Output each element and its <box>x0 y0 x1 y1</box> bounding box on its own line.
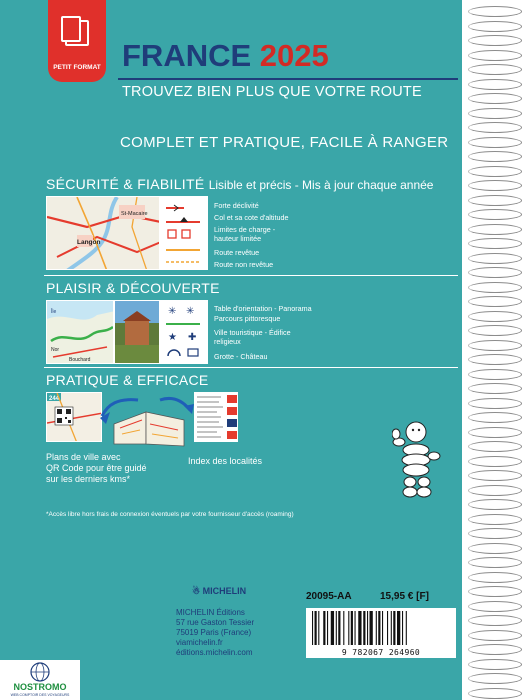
barcode-bar <box>382 611 383 645</box>
barcode-bar <box>363 611 365 645</box>
spiral-coil <box>468 50 522 61</box>
barcode-bar <box>406 611 407 645</box>
section-plaisir-title: PLAISIR & DÉCOUVERTE <box>46 280 220 296</box>
spiral-coil <box>468 514 522 525</box>
svg-text:★: ★ <box>168 332 177 343</box>
spiral-coil <box>468 572 522 583</box>
spiral-coil <box>468 93 522 104</box>
legend-route-non-revetue: Route non revêtue <box>214 260 274 269</box>
index-list-drawing <box>195 393 238 442</box>
city-plan-drawing <box>47 393 102 442</box>
spiral-coil <box>468 311 522 322</box>
spiral-coil <box>468 195 522 206</box>
globe-icon <box>0 660 80 684</box>
svg-text:✚: ✚ <box>188 332 197 343</box>
legend-col-altitude: Col et sa cote d'altitude <box>214 213 289 222</box>
map-label-bouchard: Bouchard <box>69 357 91 363</box>
spiral-coil <box>468 79 522 90</box>
legend-ville-touristique: Ville touristique - Édifice <box>214 328 291 337</box>
spiral-coil <box>468 21 522 32</box>
spiral-coil <box>468 122 522 133</box>
cover-subtitle: TROUVEZ BIEN PLUS QUE VOTRE ROUTE <box>122 84 422 100</box>
map-page-number: 244 <box>49 396 60 402</box>
nostromo-sticker <box>0 660 80 700</box>
map-label-langon: Langon <box>77 239 101 246</box>
spiral-coil <box>468 630 522 641</box>
plaisir-legend-symbols <box>160 300 208 364</box>
svg-text:✳: ✳ <box>168 306 177 317</box>
spiral-coil <box>468 383 522 394</box>
spiral-coil <box>468 137 522 148</box>
barcode-bar <box>387 611 388 645</box>
spiral-coil <box>468 209 522 220</box>
spiral-coil <box>468 151 522 162</box>
spiral-coil <box>468 340 522 351</box>
spiral-coil <box>468 238 522 249</box>
michelin-brand: MICHELIN <box>202 586 247 596</box>
spiral-coil <box>468 543 522 554</box>
barcode-bars <box>306 608 456 648</box>
map-label-nor: Nor <box>51 347 60 353</box>
section-divider <box>44 367 458 368</box>
section-securite-subtitle: Lisible et précis - Mis à jour chaque année <box>208 178 434 192</box>
spiral-coil <box>468 64 522 75</box>
title-country: FRANCE <box>122 38 252 73</box>
barcode-bar <box>355 611 356 645</box>
barcode-bar <box>351 611 353 645</box>
badge-label: PETIT FORMAT <box>53 64 101 71</box>
legend-route-revetue: Route revêtue <box>214 248 260 257</box>
spiral-coil <box>468 644 522 655</box>
nostromo-tagline: WEB COMPTOIR DES VOYAGEURS <box>10 693 70 697</box>
spiral-coil <box>468 224 522 235</box>
barcode-bar <box>327 611 328 645</box>
michelin-man-illustration <box>392 418 454 502</box>
section-pratique-title: PRATIQUE & EFFICACE <box>46 372 209 388</box>
barcode-bar <box>338 611 340 645</box>
barcode-bar <box>348 611 349 645</box>
securite-map-drawing <box>47 197 160 270</box>
address-line: viamichelin.fr <box>176 638 223 647</box>
product-reference: 20095-AA <box>306 591 352 602</box>
spiral-coil <box>468 369 522 380</box>
open-atlas-illustration <box>98 384 194 448</box>
barcode-bar <box>318 611 319 645</box>
barcode-bar <box>370 611 373 645</box>
barcode-bar <box>331 611 334 645</box>
title-year: 2025 <box>259 38 329 73</box>
section-divider <box>44 275 458 276</box>
barcode-bar <box>343 611 344 645</box>
spiral-coil <box>468 688 522 699</box>
barcode-number: 9 782067 264960 <box>341 648 421 657</box>
map-label-st-macaire: St-Macaire <box>121 211 148 217</box>
section-securite-title <box>46 176 433 192</box>
spiral-coil <box>468 485 522 496</box>
spiral-coil <box>468 180 522 191</box>
spiral-coil <box>468 282 522 293</box>
address-line: éditions.michelin.com <box>176 648 253 657</box>
index-localites-label: Index des localités <box>188 456 263 466</box>
spiral-coil <box>468 441 522 452</box>
spiral-coil <box>468 615 522 626</box>
address-line: 57 rue Gaston Tessier <box>176 618 255 627</box>
petit-format-badge <box>48 0 106 82</box>
city-plan-note-line: QR Code pour être guidé <box>46 463 147 473</box>
city-plan-note <box>46 452 147 485</box>
barcode-bar <box>315 611 317 645</box>
plaisir-symbols-drawing <box>160 300 208 364</box>
spiral-coil <box>468 499 522 510</box>
barcode-bar <box>397 611 400 645</box>
legend-limites-charge: Limites de charge - <box>214 225 276 234</box>
barcode <box>306 608 456 658</box>
spiral-coil <box>468 253 522 264</box>
barcode-bar <box>312 611 313 645</box>
spiral-coil <box>468 325 522 336</box>
legend-forte-declivite: Forte déclivité <box>214 201 259 210</box>
spiral-coil <box>468 398 522 409</box>
barcode-bar <box>391 611 392 645</box>
cover-tagline: COMPLET ET PRATIQUE, FACILE À RANGER <box>120 134 449 151</box>
spiral-coil <box>468 35 522 46</box>
city-plan-excerpt <box>46 392 102 442</box>
spiral-coil <box>468 166 522 177</box>
address-line: 75019 Paris (France) <box>176 628 252 637</box>
securite-symbols-drawing <box>160 196 208 270</box>
barcode-bar <box>336 611 337 645</box>
index-localites-excerpt <box>194 392 238 442</box>
legend-table-orientation: Table d'orientation - Panorama <box>214 304 312 313</box>
title-divider <box>118 78 458 80</box>
city-plan-note-line: sur les derniers kms* <box>46 474 131 484</box>
securite-legend-symbols <box>160 196 208 270</box>
section-securite-heading: SÉCURITÉ & FIABILITÉ <box>46 176 205 192</box>
legend-hauteur-limitee: hauteur limitée <box>214 234 262 243</box>
michelin-man-icon: ☃ <box>192 586 201 596</box>
spiral-coil <box>468 412 522 423</box>
barcode-bar <box>323 611 325 645</box>
village-photo-drawing <box>115 301 160 364</box>
legend-grotte-chateau: Grotte - Château <box>214 352 268 361</box>
spiral-coil <box>468 659 522 670</box>
product-price: 15,95 € [F] <box>380 591 429 602</box>
spiral-coil <box>468 456 522 467</box>
barcode-bar <box>367 611 368 645</box>
svg-text:✳: ✳ <box>186 306 195 317</box>
plaisir-photo-village <box>114 300 160 364</box>
roaming-footnote: *Accès libre hors frais de connexion éventuels par votre fournisseur d'accès (roaming) <box>46 511 294 518</box>
spiral-coil <box>468 296 522 307</box>
spiral-coil <box>468 354 522 365</box>
spiral-coil <box>468 470 522 481</box>
michelin-logo <box>192 586 246 597</box>
securite-map-excerpt <box>46 196 160 270</box>
city-plan-note-line: Plans de ville avec <box>46 452 121 462</box>
barcode-bar <box>358 611 361 645</box>
spiral-coil <box>468 528 522 539</box>
spiral-coil <box>468 586 522 597</box>
spiral-coil <box>468 108 522 119</box>
spiral-coil <box>468 267 522 278</box>
spiral-coil <box>468 673 522 684</box>
spiral-binding <box>462 0 532 700</box>
cover-title <box>122 38 329 74</box>
map-label-ile: Île <box>51 309 57 315</box>
address-line: MICHELIN Éditions <box>176 608 245 617</box>
barcode-bar <box>376 611 377 645</box>
publisher-address <box>176 608 254 658</box>
legend-parcours-pittoresque: Parcours pittoresque <box>214 314 281 323</box>
spiral-coil <box>468 427 522 438</box>
spiral-coil <box>468 6 522 17</box>
nostromo-brand: NOSTROMO <box>13 682 67 692</box>
barcode-bar <box>402 611 403 645</box>
plaisir-map-drawing <box>47 301 114 364</box>
plaisir-map-excerpt <box>46 300 114 364</box>
legend-religieux: religieux <box>214 337 241 346</box>
barcode-bar <box>393 611 395 645</box>
spiral-coil <box>468 557 522 568</box>
barcode-bar <box>378 611 380 645</box>
spiral-coil <box>468 601 522 612</box>
folded-map-icon <box>65 20 89 46</box>
